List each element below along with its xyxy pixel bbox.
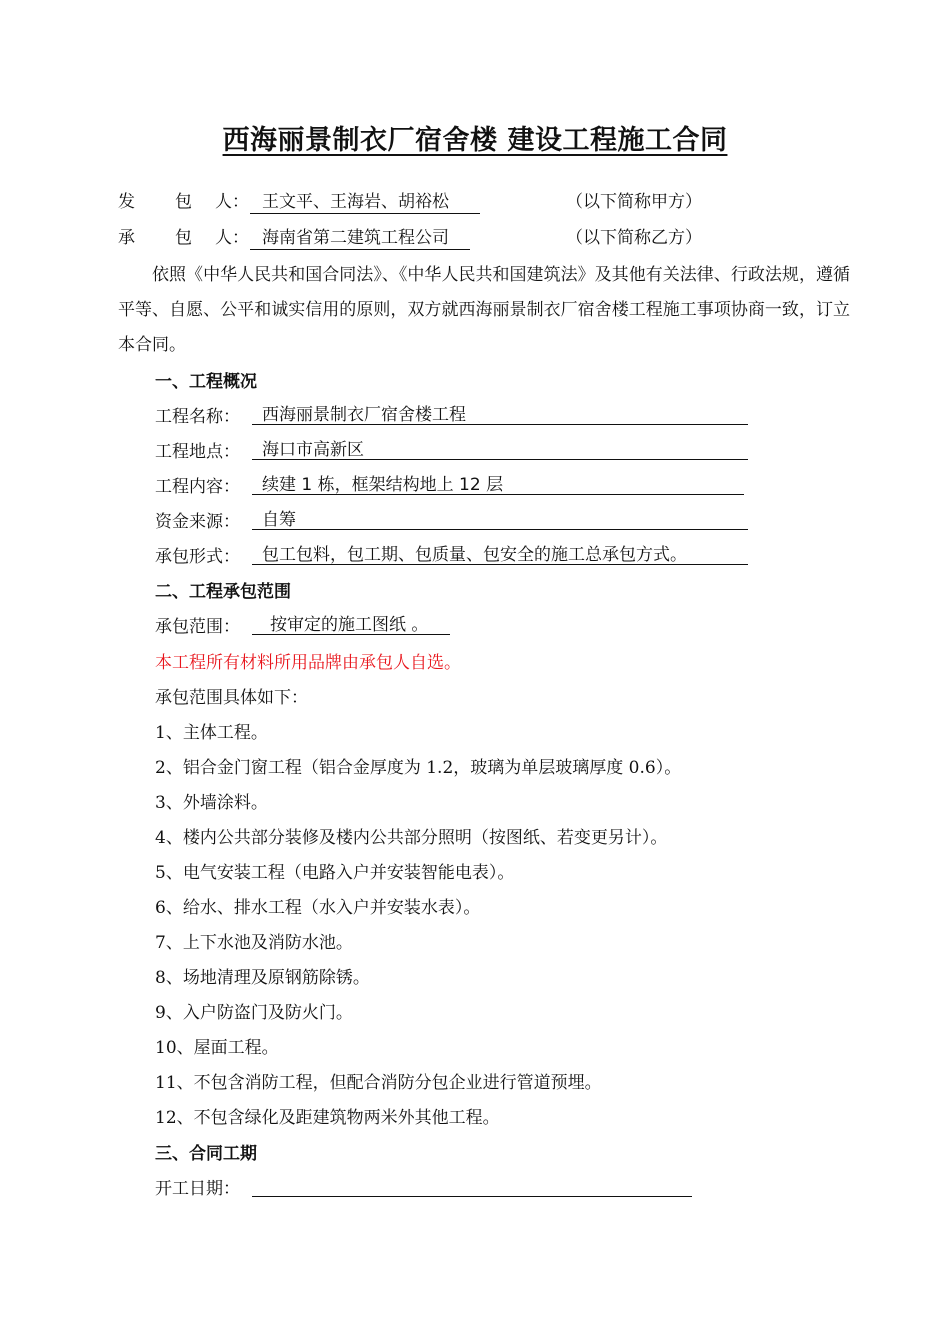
field-value-funding-source: 自筹: [252, 505, 748, 530]
party-row-contractor: [0, 227, 950, 251]
scope-item: 11、不包含消防工程，但配合消防分包企业进行管道预埋。: [155, 1073, 602, 1093]
scope-item: 2、铝合金门窗工程（铝合金厚度为 1.2，玻璃为单层玻璃厚度 0.6）。: [155, 758, 682, 778]
scope-item: 5、电气安装工程（电路入户并安装智能电表）。: [155, 863, 515, 883]
field-value-project-content: 续建 1 栋，框架结构地上 12 层: [252, 470, 744, 495]
field-value-start-date: [252, 1172, 692, 1197]
scope-item: 10、屋面工程。: [155, 1038, 279, 1058]
scope-item: 7、上下水池及消防水池。: [155, 933, 353, 953]
scope-item: 1、主体工程。: [155, 723, 268, 743]
scope-detail-heading: 承包范围具体如下：: [155, 688, 308, 708]
party-label: [118, 191, 249, 213]
section-heading-overview: 一、工程概况: [155, 372, 257, 392]
scope-item: 4、楼内公共部分装修及楼内公共部分照明（按图纸、若变更另计）。: [155, 828, 668, 848]
scope-item: 9、入户防盗门及防火门。: [155, 1003, 353, 1023]
field-label-start-date: 开工日期：: [155, 1179, 240, 1199]
scope-item: 3、外墙涂料。: [155, 793, 268, 813]
field-value-scope: 按审定的施工图纸 。: [252, 610, 450, 635]
party-row-employer: [0, 191, 950, 215]
contractor-name: 海南省第二建筑工程公司: [250, 227, 470, 250]
field-label-project-content: 工程内容：: [155, 477, 240, 497]
field-label-project-location: 工程地点：: [155, 442, 240, 462]
employer-name: 王文平、王海岩、胡裕松: [250, 191, 480, 214]
party-label-char: 发: [118, 192, 135, 212]
party-label: [118, 227, 249, 249]
field-label-project-name: 工程名称：: [155, 407, 240, 427]
scope-item: 6、给水、排水工程（水入户并安装水表）。: [155, 898, 481, 918]
scope-item: 8、场地清理及原钢筋除锈。: [155, 968, 370, 988]
field-label-contract-form: 承包形式：: [155, 547, 240, 567]
party-label-char: 包: [175, 192, 192, 212]
party-label-char: 包: [175, 228, 192, 248]
field-value-contract-form: 包工包料，包工期、包质量、包安全的施工总承包方式。: [252, 540, 748, 565]
field-value-project-name: 西海丽景制衣厂宿舍楼工程: [252, 400, 748, 425]
scope-item: 12、不包含绿化及距建筑物两米外其他工程。: [155, 1108, 500, 1128]
section-heading-scope: 二、工程承包范围: [155, 582, 291, 602]
field-label-funding-source: 资金来源：: [155, 512, 240, 532]
contract-title: 西海丽景制衣厂宿舍楼 建设工程施工合同: [222, 125, 728, 156]
field-label-scope: 承包范围：: [155, 617, 240, 637]
field-value-project-location: 海口市高新区: [252, 435, 748, 460]
party-label-char: 人：: [215, 192, 249, 212]
intro-paragraph: 依照《中华人民共和国合同法》、《中华人民共和国建筑法》及其他有关法律、行政法规，遵循平等、自愿、公平和诚实信用的原则，双方就西海丽景制衣厂宿舍楼工程施工事项协商一致，订立本合同。: [118, 265, 850, 355]
party-label-char: 承: [118, 228, 135, 248]
contractor-note: （以下简称乙方）: [566, 228, 702, 248]
party-label-char: 人：: [215, 228, 249, 248]
section-heading-duration: 三、合同工期: [155, 1144, 257, 1164]
employer-note: （以下简称甲方）: [566, 192, 702, 212]
materials-brand-note: 本工程所有材料所用品牌由承包人自选。: [155, 653, 461, 673]
